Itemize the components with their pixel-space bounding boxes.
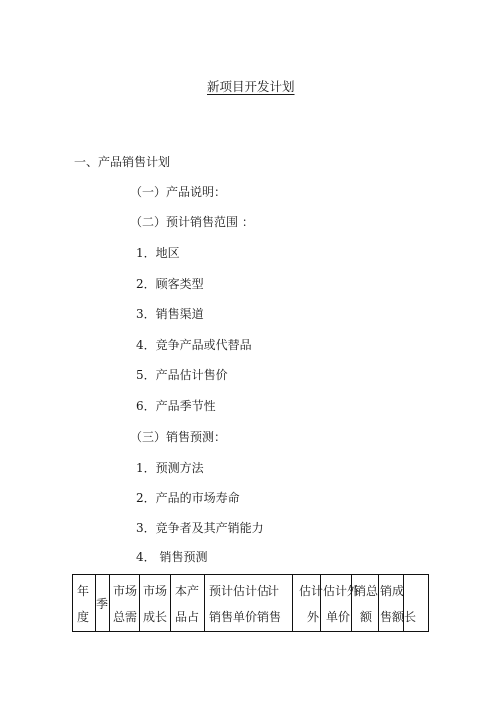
table-header-cell: 总需 [113,610,138,624]
table-header-cell: 外 [307,610,320,624]
table-header-cell: 额 [360,610,373,624]
table-header-cell: 成长 [143,610,168,624]
table-header-cell: 度 [77,610,90,624]
table-divider [139,575,140,631]
list-item: 4．竞争产品或代替品 [136,338,252,352]
table-header-cell: 市场 [143,584,168,598]
subsection-sales-range: （二）预计销售范围 ： [130,215,254,229]
table-divider [204,575,205,631]
list-item: 1．预测方法 [136,461,204,475]
table-header-cell: 估计估计外 [299,584,360,598]
list-item: 3．销售渠道 [136,307,204,321]
document-title: 新项目开发计划 [207,79,295,94]
table-header-cell: 预计估计估 [209,584,270,598]
table-header-cell: 售额长 [380,610,417,624]
subsection-product-description: （一）产品说明： [130,185,227,199]
list-item: 6．产品季节性 [136,399,216,413]
table-header-cell: 季 [96,597,109,611]
table-header-cell: 计 [267,584,280,598]
sales-forecast-table [72,574,429,632]
list-item: 1．地区 [136,246,180,260]
list-item: 4． 销售预测 [136,550,208,564]
table-header-cell: 销总 [354,584,379,598]
table-divider [109,575,110,631]
table-header-cell: 品占 [175,610,200,624]
list-item: 2．产品的市场寿命 [136,491,240,505]
list-item: 5．产品估计售价 [136,368,228,382]
list-item: 3．竞争者及其产销能力 [136,521,264,535]
list-item: 2．顾客类型 [136,277,204,291]
table-header-cell: 市场 [113,584,138,598]
table-header-cell: 销售单价销售 [209,610,282,624]
subsection-sales-forecast: （三）销售预测： [130,430,227,444]
table-divider [292,575,293,631]
table-header-cell: 销成 [380,584,405,598]
table-divider [170,575,171,631]
table-header-cell: 年 [77,584,90,598]
table-header-cell: 本产 [175,584,200,598]
table-header-cell: 单价 [326,610,351,624]
section-heading: 一、产品销售计划 [74,155,171,169]
